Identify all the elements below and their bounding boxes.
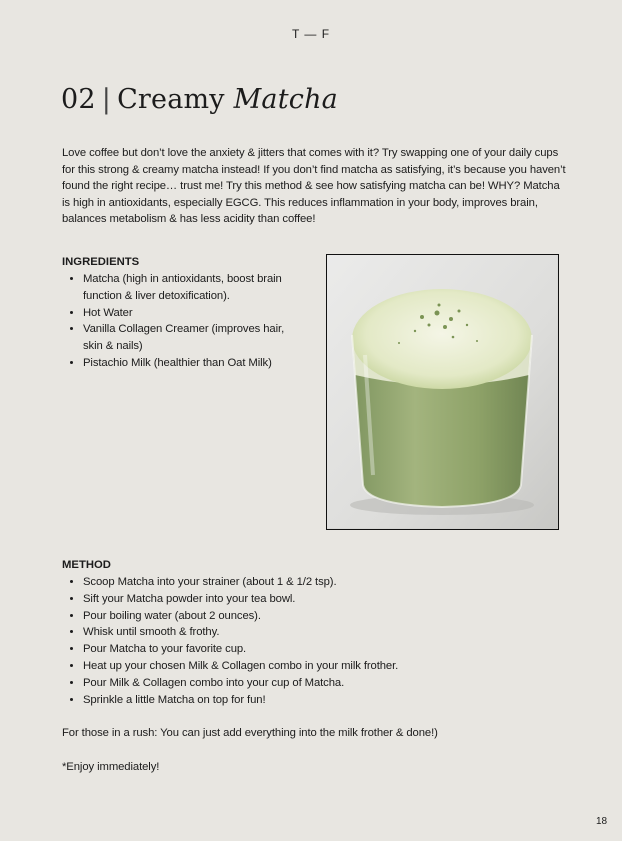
ingredients-heading: INGREDIENTS xyxy=(62,256,140,268)
list-item: • Heat up your chosen Milk & Collagen combo in your milk frother. xyxy=(83,658,543,675)
page-title xyxy=(61,84,338,115)
rush-note: For those in a rush: You can just add everything into the milk frother & done!) xyxy=(62,727,438,739)
page-number: 18 xyxy=(596,816,608,827)
list-item: • Pistachio Milk (healthier than Oat Milk) xyxy=(83,355,305,372)
matcha-glass-illustration xyxy=(327,255,557,528)
list-item: • Pour boiling water (about 2 ounces). xyxy=(83,608,543,625)
title-word: Creamy xyxy=(117,84,225,115)
list-item: • Hot Water xyxy=(83,305,305,322)
list-item: • Sift your Matcha powder into your tea bowl. xyxy=(83,591,543,608)
intro-paragraph: Love coffee but don’t love the anxiety & jitters that comes with it? Try swapping one of your daily cups for this strong & creamy matcha instead! If you don’t find matcha as satisfying, it’s because you haven’t found the right recipe… trust me! Try this method & see how satisfying matcha can be! WHY? Matcha is high in antioxidants, especially EGCG. This reduces inflammation in your body, improves brain, balances metabolism & has less acidity than coffee! xyxy=(62,147,566,226)
list-item: • Scoop Matcha into your strainer (about 1 & 1/2 tsp). xyxy=(83,574,543,591)
list-item: • Pour Matcha to your favorite cup. xyxy=(83,641,543,658)
method-list xyxy=(62,574,543,708)
brand-logo: T — F xyxy=(291,27,331,41)
title-separator: | xyxy=(101,84,112,115)
enjoy-note: *Enjoy immediately! xyxy=(62,761,160,773)
list-item: • Sprinkle a little Matcha on top for fun! xyxy=(83,692,543,709)
method-heading: METHOD xyxy=(62,559,111,571)
list-item: • Matcha (high in antioxidants, boost brain function & liver detoxification). xyxy=(83,271,305,305)
recipe-number: 02 xyxy=(61,84,96,115)
list-item: • Pour Milk & Collagen combo into your cup of Matcha. xyxy=(83,675,543,692)
title-italic-word: Matcha xyxy=(233,84,338,115)
list-item: • Whisk until smooth & frothy. xyxy=(83,624,543,641)
matcha-photo xyxy=(326,254,559,530)
list-item: • Vanilla Collagen Creamer (improves hair, skin & nails) xyxy=(83,321,305,355)
ingredients-list xyxy=(62,271,305,372)
